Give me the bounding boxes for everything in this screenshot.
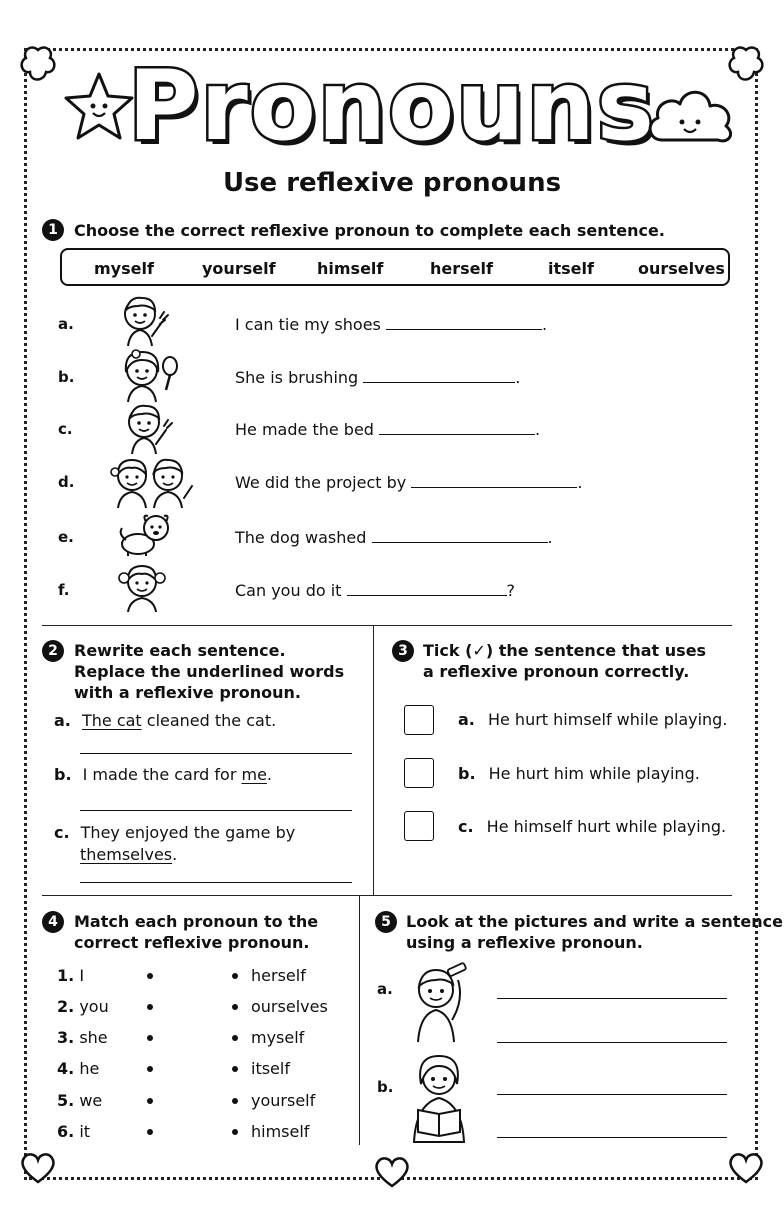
instruction-line: with a reflexive pronoun. [74,683,301,702]
tick-checkbox[interactable] [404,811,434,841]
item-letter: a. [377,980,393,998]
tick-checkbox[interactable] [404,758,434,788]
option-text: He himself hurt while playing. [486,817,727,836]
page-title: Pronouns [128,50,656,162]
instruction-line: Rewrite each sentence. [74,641,286,660]
match-dot[interactable] [232,1129,238,1135]
sentence-text [235,528,553,547]
sentence-start: I can tie my shoes [235,315,381,334]
underlined-words: me [241,765,267,784]
sentence-start: Can you do it [235,581,342,600]
answer-line[interactable] [80,810,352,811]
section-number-badge: 1 [42,219,64,241]
match-right-item: myself [251,1028,305,1047]
sentence-text [235,315,547,334]
answer-blank[interactable] [379,420,535,435]
option-text: He hurt himself while playing. [487,710,728,729]
word-bank-item: itself [548,259,594,278]
answer-blank[interactable] [411,473,577,488]
section-divider [42,895,732,896]
match-right-item: ourselves [251,997,328,1016]
word-bank-item: herself [430,259,493,278]
two-kids-icon [106,454,196,510]
match-dot[interactable] [232,1004,238,1010]
heart-corner-icon [18,1148,58,1188]
instruction-line: Match each pronoun to the [74,912,319,931]
sentence-end: . [535,420,541,439]
sentence-end: . [577,473,583,492]
section1-instruction: Choose the correct reflexive pronoun to complete each sentence. [74,221,665,240]
page-subtitle: Use reflexive pronouns [222,168,562,198]
instruction-line: Tick (✓) the sentence that uses [423,641,707,660]
match-dot[interactable] [147,973,153,979]
answer-line[interactable] [80,753,352,754]
girl-reading-icon [406,1048,472,1144]
tick-option [458,764,700,783]
match-right-item: himself [251,1122,310,1141]
rewrite-item-continued [80,844,177,865]
match-right-item: itself [251,1059,290,1078]
sentence-text [235,420,540,439]
item-letter: a. [58,315,74,333]
match-dot[interactable] [147,1066,153,1072]
tick-option [458,817,726,836]
item-letter: d. [58,473,75,491]
match-left-item: 4. he [57,1059,100,1078]
item-letter: e. [58,528,74,546]
girl-with-mirror-icon [116,346,182,404]
answer-blank[interactable] [386,315,542,330]
column-divider [359,895,360,1145]
heart-bottom-icon [372,1152,412,1192]
instruction-line: Replace the underlined words [74,662,345,681]
match-dot[interactable] [147,1129,153,1135]
underlined-words: The cat [81,711,142,730]
sentence-prefix: They enjoyed the game by [80,823,296,842]
match-left-item: 6. it [57,1122,91,1141]
match-dot[interactable] [232,1098,238,1104]
sentence-text [235,473,582,492]
word-bank [60,248,730,286]
sentence-text [235,368,520,387]
sentence-end: . [547,528,553,547]
sentence-end: . [515,368,521,387]
page-border [24,48,758,1180]
item-letter: f. [58,581,70,599]
sentence-rest: . [172,845,178,864]
boy-smiling-icon [120,400,178,456]
match-dot[interactable] [232,1035,238,1041]
sentence-start: The dog washed [235,528,367,547]
section-number-badge: 5 [375,911,397,933]
item-letter: c. [458,817,474,836]
item-letter: b. [377,1078,394,1096]
puppy-icon [116,510,176,558]
tick-checkbox[interactable] [404,705,434,735]
section-number-badge: 3 [392,640,414,662]
section2-instruction [74,640,344,703]
sentence-prefix: I made the card for [82,765,242,784]
answer-line[interactable] [80,882,352,883]
match-left-item: 2. you [57,997,109,1016]
section-divider [42,625,732,626]
sentence-rest: cleaned the cat. [141,711,277,730]
answer-blank[interactable] [363,368,515,383]
rewrite-item [54,710,276,731]
section4-instruction [74,911,318,953]
match-right-item: yourself [251,1091,316,1110]
rewrite-item [54,822,295,843]
word-bank-item: ourselves [638,259,725,278]
answer-line[interactable] [497,1137,727,1138]
match-right-item: herself [251,966,306,985]
answer-line[interactable] [497,1042,727,1043]
rewrite-item [54,764,272,785]
answer-blank[interactable] [372,528,548,543]
sentence-text [235,581,515,600]
section5-instruction [406,911,783,953]
instruction-line: Look at the pictures and write a sentence [406,912,783,931]
sentence-start: She is brushing [235,368,359,387]
match-left-item: 1. I [57,966,85,985]
word-bank-item: yourself [202,259,276,278]
match-dot[interactable] [232,973,238,979]
heart-corner-icon [726,1148,766,1188]
boy-combing-hair-icon [408,960,470,1044]
instruction-line: correct reflexive pronoun. [74,933,310,952]
answer-line[interactable] [497,998,727,999]
item-letter: a. [458,710,475,729]
sentence-start: He made the bed [235,420,374,439]
match-left-item: 3. she [57,1028,108,1047]
item-letter: a. [54,711,71,730]
match-left-item: 5. we [57,1091,103,1110]
section3-instruction [423,640,706,682]
item-letter: b. [58,368,75,386]
item-letter: c. [54,823,70,842]
sentence-end: ? [506,581,516,600]
sentence-rest: . [266,765,273,784]
item-letter: b. [54,765,72,784]
underlined-words: themselves [80,845,173,864]
answer-blank[interactable] [347,581,507,596]
match-dot[interactable] [232,1066,238,1072]
instruction-line: using a reflexive pronoun. [406,933,643,952]
boy-waving-icon [116,292,174,348]
section-number-badge: 4 [42,911,64,933]
sentence-end: . [541,315,548,334]
item-letter: c. [58,420,73,438]
smiling-cloud-icon [644,82,736,148]
option-text: He hurt him while playing. [488,764,700,783]
answer-line[interactable] [497,1094,727,1095]
word-bank-item: himself [317,259,384,278]
girl-pigtails-icon [116,560,170,612]
match-dot[interactable] [147,1035,153,1041]
sentence-start: We did the project by [235,473,407,492]
word-bank-item: myself [94,259,154,278]
section-number-badge: 2 [42,640,64,662]
column-divider [373,625,374,895]
instruction-line: a reflexive pronoun correctly. [423,662,690,681]
tick-option [458,710,727,729]
match-dot[interactable] [147,1098,153,1104]
item-letter: b. [458,764,476,783]
match-dot[interactable] [147,1004,153,1010]
